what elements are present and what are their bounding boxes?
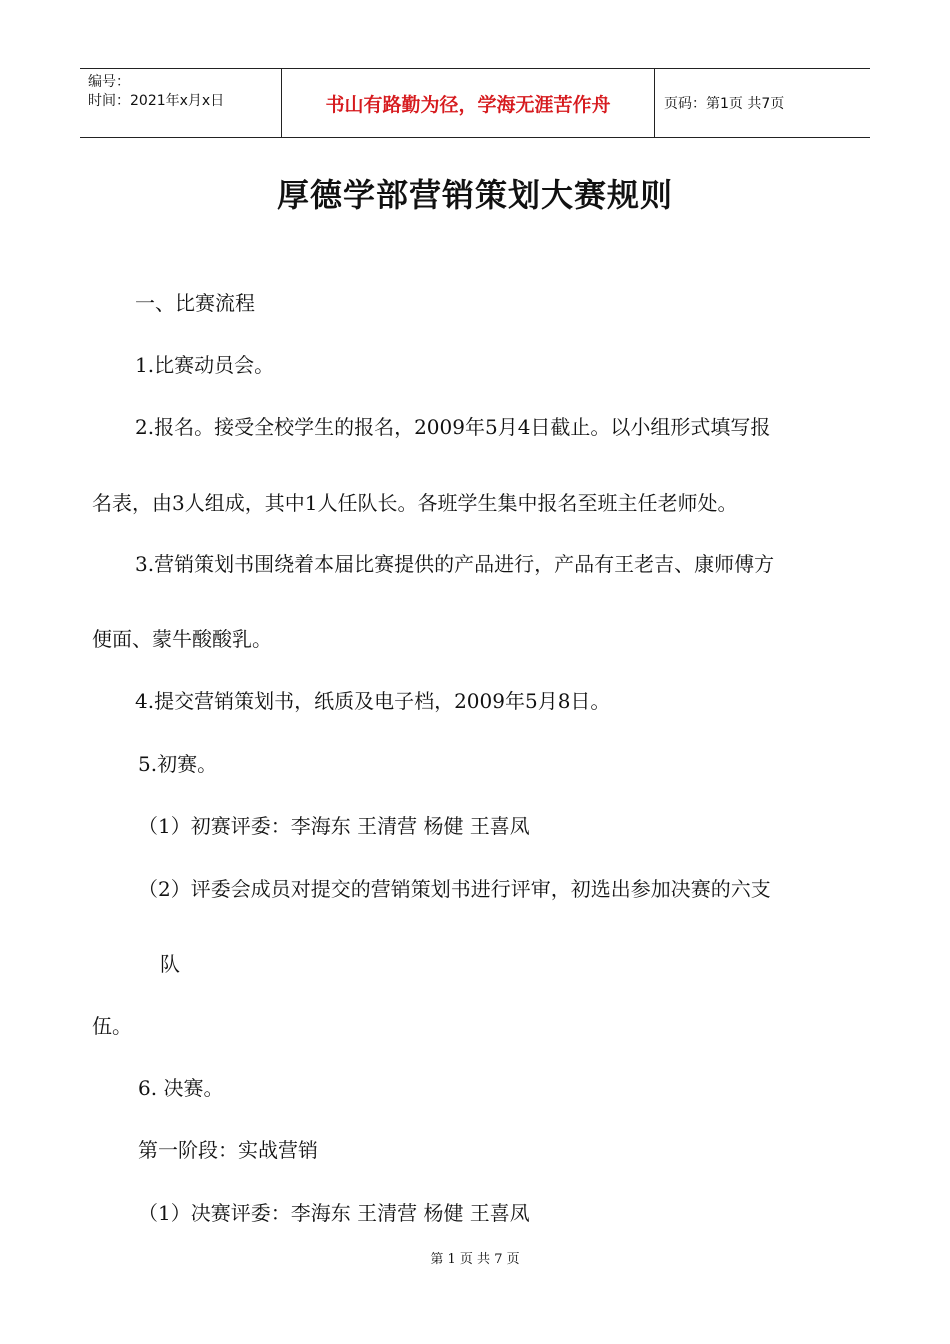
page-footer: 第 1 页 共 7 页 [430,1252,520,1267]
paragraph: （2）评委会成员对提交的营销策划书进行评审，初选出参加决赛的六支 [138,877,771,901]
paragraph: 第一阶段：实战营销 [138,1138,318,1162]
paragraph: 5.初赛。 [138,752,218,776]
motto: 书山有路勤为径，学海无涯苦作舟 [281,69,655,137]
page-header [80,68,870,138]
paragraph: 2.报名。接受全校学生的报名，2009年5月4日截止。以小组形式填写报 [135,415,771,439]
paragraph: 名表，由3人组成，其中1人任队长。各班学生集中报名至班主任老师处。 [92,491,738,515]
page-info: 页码：第1页 共7页 [664,96,785,112]
section-heading: 一、比赛流程 [135,291,255,315]
document-title: 厚德学部营销策划大赛规则 [276,176,673,214]
paragraph: 3.营销策划书围绕着本届比赛提供的产品进行，产品有王老吉、康师傅方 [135,552,775,576]
header-meta [88,73,224,111]
paragraph: （1）初赛评委：李海东 王清营 杨健 王喜凤 [138,814,530,838]
time-label: 时间：2021年x月x日 [88,93,225,109]
serial-label: 编号： [88,74,130,90]
paragraph: 6. 决赛。 [138,1076,224,1100]
paragraph: 便面、蒙牛酸酸乳。 [92,627,272,651]
paragraph: 1.比赛动员会。 [135,353,275,377]
paragraph: （1）决赛评委：李海东 王清营 杨健 王喜凤 [138,1201,530,1225]
paragraph: 队 [160,952,180,976]
paragraph: 伍。 [92,1014,132,1038]
paragraph: 4.提交营销策划书，纸质及电子档，2009年5月8日。 [135,689,611,713]
